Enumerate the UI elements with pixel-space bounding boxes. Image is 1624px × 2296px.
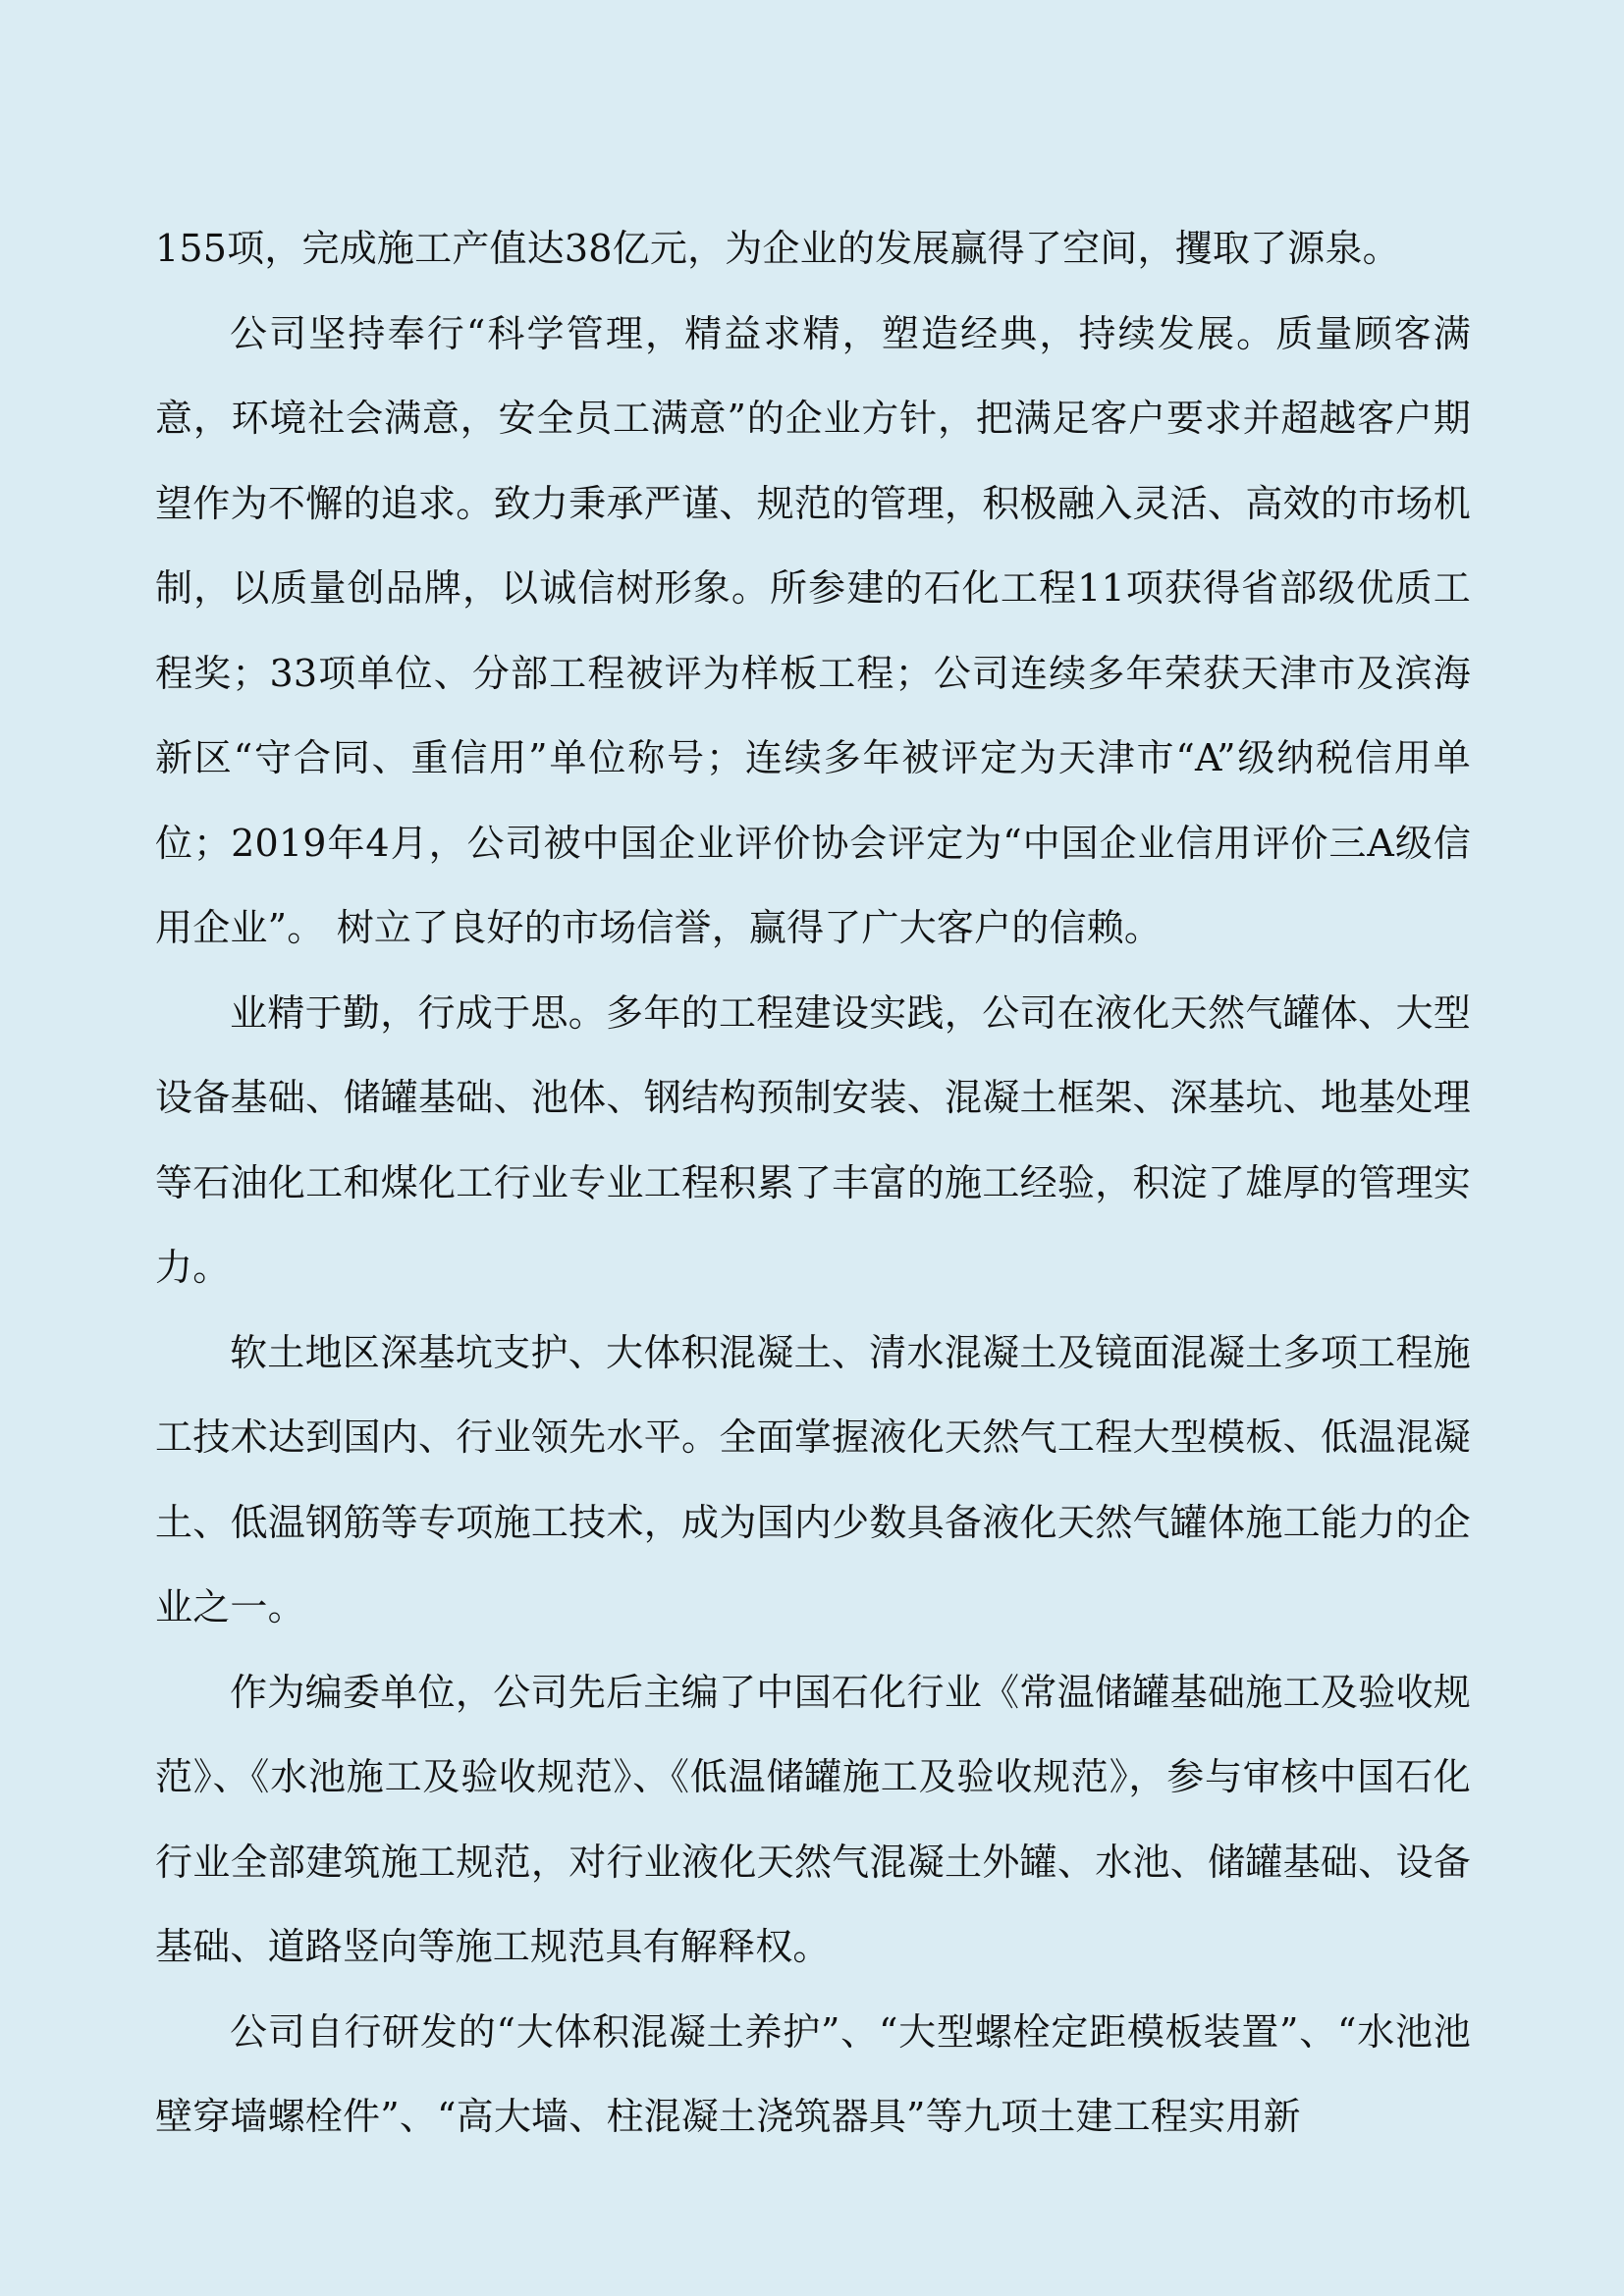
paragraph-4: 软土地区深基坑支护、大体积混凝土、清水混凝土及镜面混凝土多项工程施工技术达到国内、行业领先水平。全面掌握液化天然气工程大型模板、低温混凝土、低温钢筋等专项施工技术，成为国内少数具备液化天然气罐体施工能力的企业之一。 (155, 1330, 1471, 1629)
paragraph-5: 作为编委单位，公司先后主编了中国石化行业《常温储罐基础施工及验收规范》、《水池施工及验收规范》、《低温储罐施工及验收规范》，参与审核中国石化行业全部建筑施工规范，对行业液化天然气混凝土外罐、水池、储罐基础、设备基础、道路竖向等施工规范具有解释权。 (155, 1670, 1471, 1968)
paragraph-3: 业精于勤，行成于思。多年的工程建设实践，公司在液化天然气罐体、大型设备基础、储罐基础、池体、钢结构预制安装、混凝土框架、深基坑、地基处理等石油化工和煤化工行业专业工程积累了丰富的施工经验，积淀了雄厚的管理实力。 (155, 990, 1471, 1289)
paragraph-2: 公司坚持奉行“科学管理，精益求精，塑造经典，持续发展。质量顾客满意，环境社会满意，安全员工满意”的企业方针，把满足客户要求并超越客户期望作为不懈的追求。致力秉承严谨、规范的管理，积极融入灵活、高效的市场机制，以质量创品牌，以诚信树形象。所参建的石化工程11项获得省部级优质工程奖；33项单位、分部工程被评为样板工程；公司连续多年荣获天津市及滨海新区“守合同、重信用”单位称号；连续多年被评定为天津市“A”级纳税信用单位；2019年4月，公司被中国企业评价协会评定为“中国企业信用评价三A级信用企业”。 树立了良好的市场信誉，赢得了广大客户的信赖。 (155, 311, 1471, 949)
paragraph-6: 公司自行研发的“大体积混凝土养护”、“大型螺栓定距模板装置”、“水池池壁穿墙螺栓件”、“高大墙、柱混凝土浇筑器具”等九项土建工程实用新 (155, 2009, 1471, 2138)
document-page (155, 206, 1471, 2160)
paragraph-1: 155项，完成施工产值达38亿元，为企业的发展赢得了空间，攫取了源泉。 (155, 227, 1400, 270)
